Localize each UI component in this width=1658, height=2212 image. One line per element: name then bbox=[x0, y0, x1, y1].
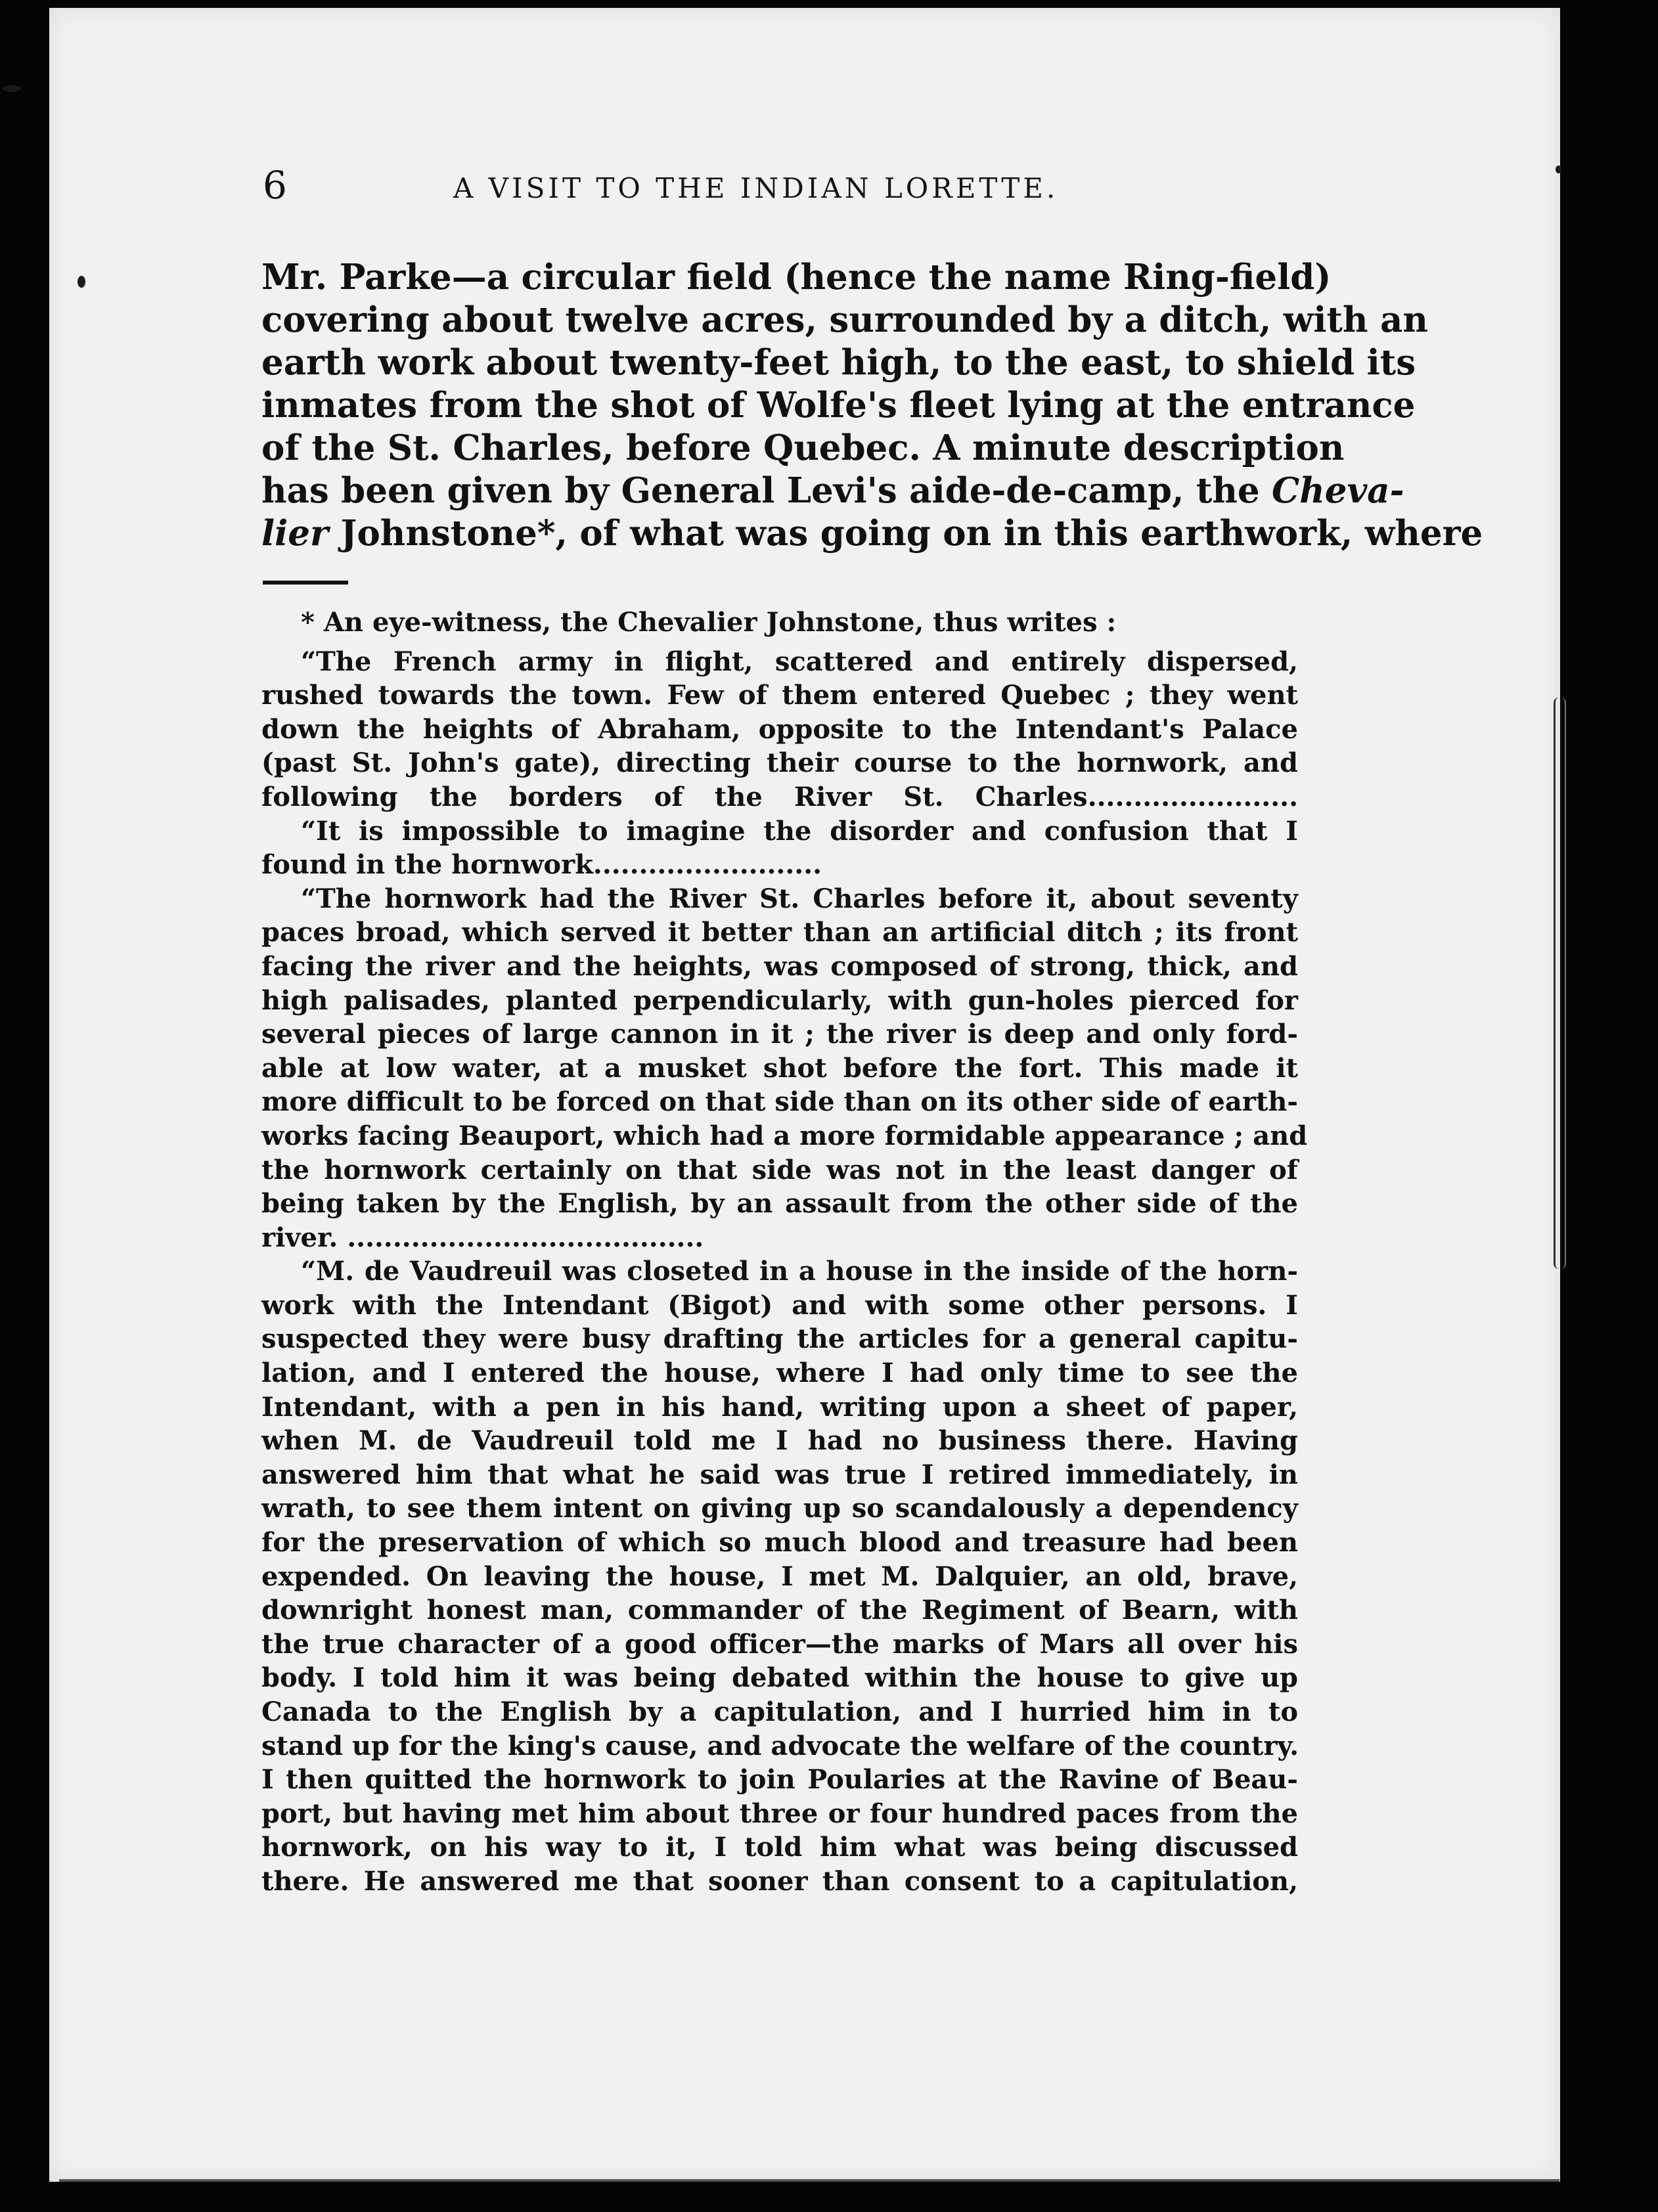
body-line-with-italic bbox=[261, 512, 1483, 555]
footnote-line: expended. On leaving the house, I met M. Dalquier, an old, brave, bbox=[261, 1560, 1298, 1592]
footnote-rule bbox=[263, 581, 348, 585]
body-line-with-italic bbox=[261, 470, 1404, 512]
footnote-line: Intendant, with a pen in his hand, writing upon a sheet of paper, bbox=[261, 1391, 1298, 1423]
footnote-line: down the heights of Abraham, opposite to the Intendant's Palace bbox=[261, 713, 1298, 745]
body-line: earth work about twenty-feet high, to the east, to shield its bbox=[261, 342, 1416, 383]
footnote-line: when M. de Vaudreuil told me I had no business there. Having bbox=[261, 1425, 1298, 1457]
footnote-line: for the preservation of which so much blood and treasure had been bbox=[261, 1527, 1298, 1559]
footnote-line: wrath, to see them intent on giving up so scandalously a dependency bbox=[261, 1493, 1298, 1524]
running-title: A VISIT TO THE INDIAN LORETTE. bbox=[453, 172, 1059, 204]
main-body-text bbox=[261, 256, 1483, 555]
footnote-line: “It is impossible to imagine the disorder and confusion that I bbox=[301, 815, 1298, 847]
footnote-line: there. He answered me that sooner than consent to a capitulation, bbox=[261, 1865, 1298, 1897]
body-line: inmates from the shot of Wolfe's fleet lying at the entrance bbox=[261, 385, 1416, 426]
body-line: of the St. Charles, before Quebec. A minute description bbox=[261, 428, 1345, 468]
footnote-line: the true character of a good officer—the marks of Mars all over his bbox=[261, 1628, 1298, 1660]
footnote-line: several pieces of large cannon in it ; the river is deep and only ford- bbox=[261, 1019, 1298, 1050]
page-bottom-edge bbox=[59, 2179, 1559, 2182]
footnote-line: the hornwork certainly on that side was not in the least danger of bbox=[261, 1154, 1298, 1185]
footnote-line: stand up for the king's cause, and advocate the welfare of the country. bbox=[261, 1730, 1299, 1761]
footnote-line: suspected they were busy drafting the articles for a general capitu- bbox=[261, 1323, 1298, 1355]
footnote-line: rushed towards the town. Few of them entered Quebec ; they went bbox=[261, 680, 1298, 711]
footnote-line: river. ....................................... bbox=[261, 1222, 704, 1253]
footnote-line: found in the hornwork......................... bbox=[261, 849, 822, 881]
footnote-line: port, but having met him about three or four hundred paces from the bbox=[261, 1798, 1298, 1829]
footnote-line: following the borders of the River St. Charles....................... bbox=[261, 781, 1298, 812]
footnote-line: “M. de Vaudreuil was closeted in a house in the inside of the horn- bbox=[301, 1256, 1298, 1287]
footnote-line: lation, and I entered the house, where I had only time to see the bbox=[261, 1358, 1298, 1389]
footnote-line: body. I told him it was being debated within the house to give up bbox=[261, 1662, 1298, 1694]
footnote-line: facing the river and the heights, was composed of strong, thick, and bbox=[261, 950, 1298, 982]
ink-speck bbox=[3, 85, 21, 92]
footnote-line: downright honest man, commander of the Regiment of Bearn, with bbox=[261, 1595, 1298, 1626]
footnote-line: hornwork, on his way to it, I told him what was being discussed bbox=[261, 1832, 1298, 1863]
footnote-line: I then quitted the hornwork to join Poularies at the Ravine of Beau- bbox=[261, 1764, 1298, 1796]
footnote-line: being taken by the English, by an assault from the other side of the bbox=[261, 1188, 1298, 1220]
footnote-line: * An eye-witness, the Chevalier Johnstone, thus writes : bbox=[301, 607, 1117, 638]
body-line-text: Johnstone*, of what was going on in this earthwork, where bbox=[328, 513, 1483, 554]
footnote-line: “The French army in flight, scattered and entirely dispersed, bbox=[301, 646, 1298, 677]
ink-speck bbox=[1556, 166, 1561, 173]
page-number: 6 bbox=[263, 163, 287, 208]
italic-word: lier bbox=[261, 513, 328, 554]
footnote-line: high palisades, planted perpendicularly, with gun-holes pierced for bbox=[261, 984, 1298, 1016]
footnote-line: Canada to the English by a capitulation, and I hurried him in to bbox=[261, 1696, 1298, 1727]
footnote-line: answered him that what he said was true I retired immediately, in bbox=[261, 1459, 1298, 1490]
footnote-line: “The hornwork had the River St. Charles before it, about seventy bbox=[301, 883, 1298, 914]
body-line-text: has been given by General Levi's aide-de-camp, the bbox=[261, 470, 1260, 511]
footnote-line: works facing Beauport, which had a more formidable appearance ; and bbox=[261, 1120, 1308, 1151]
footnote-line: work with the Intendant (Bigot) and with some other persons. I bbox=[261, 1289, 1298, 1321]
footnote-block bbox=[261, 606, 1308, 1899]
body-line: Mr. Parke—a circular field (hence the name Ring-field) bbox=[261, 257, 1332, 298]
body-line: covering about twelve acres, surrounded by a ditch, with an bbox=[261, 299, 1428, 340]
page-edge-mark bbox=[1554, 697, 1566, 1269]
footnote-line: paces broad, which served it better than an artificial ditch ; its front bbox=[261, 917, 1298, 948]
footnote-line: (past St. John's gate), directing their course to the hornwork, and bbox=[261, 747, 1298, 779]
footnote-line: able at low water, at a musket shot before the fort. This made it bbox=[261, 1052, 1298, 1084]
ink-speck bbox=[78, 276, 85, 288]
footnote-line: more difficult to be forced on that side than on its other side of earth- bbox=[261, 1086, 1298, 1118]
italic-word: Cheva- bbox=[1272, 470, 1404, 511]
